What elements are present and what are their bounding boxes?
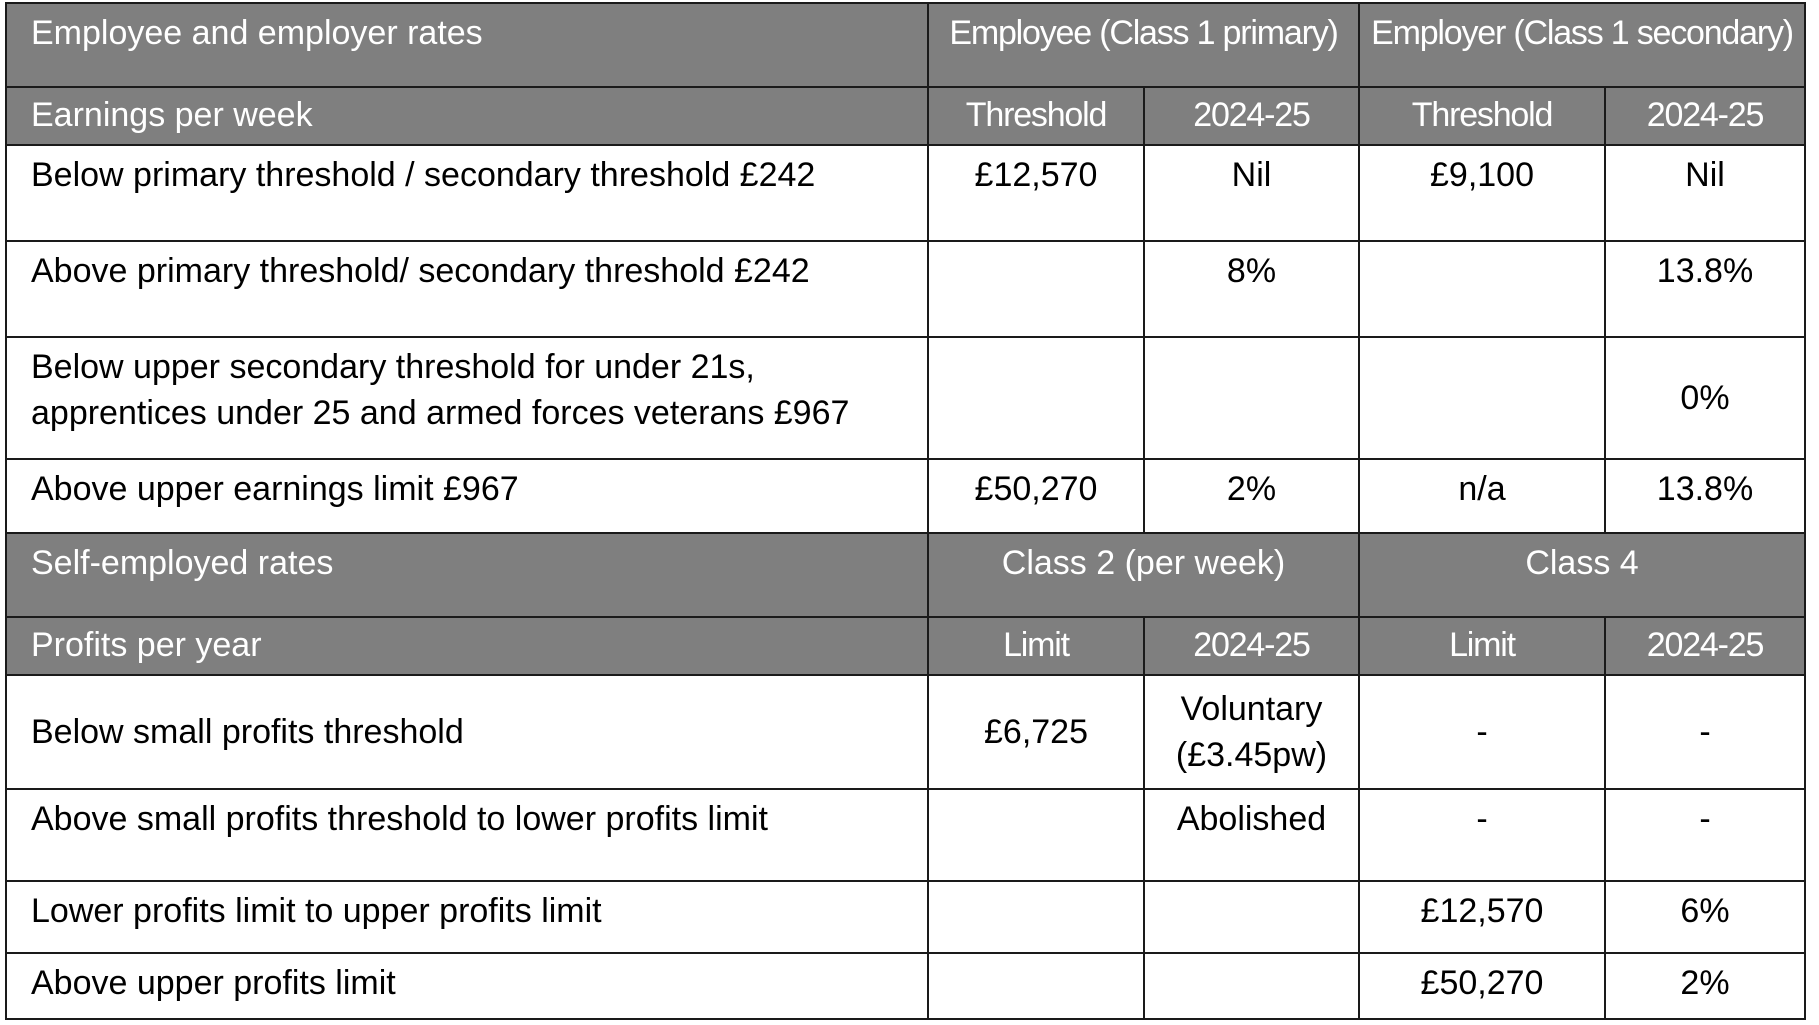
table-cell: n/a [1359,459,1605,533]
column-header: Threshold [1359,87,1605,145]
table-row [6,337,1805,459]
table-cell [1144,881,1359,953]
row-label: Above upper earnings limit £967 [6,459,928,533]
table-cell [928,881,1144,953]
column-header: 2024-25 [1144,617,1359,675]
group-header-class-4: Class 4 [1359,533,1805,617]
table-cell [928,241,1144,337]
table-cell: £9,100 [1359,145,1605,241]
column-header: 2024-25 [1605,87,1805,145]
row-label: Above small profits threshold to lower profits limit [6,789,928,881]
table-cell [928,337,1144,459]
row-label [6,337,928,459]
row-label-line: apprentices under 25 and armed forces veterans £967 [31,394,850,432]
table-cell [1359,241,1605,337]
table-cell: £50,270 [1359,953,1605,1019]
row-label: Lower profits limit to upper profits limit [6,881,928,953]
group-header-employer: Employer (Class 1 secondary) [1359,3,1805,87]
column-header: 2024-25 [1605,617,1805,675]
table-cell-line: Voluntary [1180,690,1323,728]
table-cell: 6% [1605,881,1805,953]
table-cell: - [1359,789,1605,881]
section-title: Employee and employer rates [6,3,928,87]
table-cell: £50,270 [928,459,1144,533]
row-label: Below primary threshold / secondary threshold £242 [6,145,928,241]
group-header-class-2: Class 2 (per week) [928,533,1359,617]
column-header: 2024-25 [1144,87,1359,145]
nic-rates-table [5,2,1806,1020]
row-label: Above upper profits limit [6,953,928,1019]
table-cell: 2% [1605,953,1805,1019]
table-cell [1144,675,1359,789]
table-cell: 13.8% [1605,241,1805,337]
table-cell: - [1605,789,1805,881]
table-cell [928,789,1144,881]
section-header-employment [6,3,1805,87]
table-row [6,953,1805,1019]
column-header: Threshold [928,87,1144,145]
table-cell: - [1605,675,1805,789]
table-row [6,881,1805,953]
table-cell [1144,953,1359,1019]
table-cell: 0% [1605,337,1805,459]
row-label-line: Below upper secondary threshold for under 21s, [31,348,755,386]
table-cell: Abolished [1144,789,1359,881]
table-cell: 13.8% [1605,459,1805,533]
table-cell: 2% [1144,459,1359,533]
table-row [6,241,1805,337]
section-title: Self-employed rates [6,533,928,617]
sub-header-label: Earnings per week [6,87,928,145]
table-cell: 8% [1144,241,1359,337]
table-row [6,789,1805,881]
table-cell: - [1359,675,1605,789]
column-header: Limit [928,617,1144,675]
column-header-row [6,87,1805,145]
table-cell [928,953,1144,1019]
table-cell: Nil [1605,145,1805,241]
table-cell: Nil [1144,145,1359,241]
group-header-employee: Employee (Class 1 primary) [928,3,1359,87]
table-cell: £6,725 [928,675,1144,789]
table-row [6,675,1805,789]
section-header-self-employed [6,533,1805,617]
table-row [6,459,1805,533]
table-cell-line: (£3.45pw) [1175,736,1328,774]
column-header-row [6,617,1805,675]
sub-header-label: Profits per year [6,617,928,675]
table-cell: £12,570 [928,145,1144,241]
table-cell [1359,337,1605,459]
column-header: Limit [1359,617,1605,675]
row-label: Below small profits threshold [6,675,928,789]
table-cell: £12,570 [1359,881,1605,953]
table-row [6,145,1805,241]
table-cell [1144,337,1359,459]
row-label: Above primary threshold/ secondary threshold £242 [6,241,928,337]
